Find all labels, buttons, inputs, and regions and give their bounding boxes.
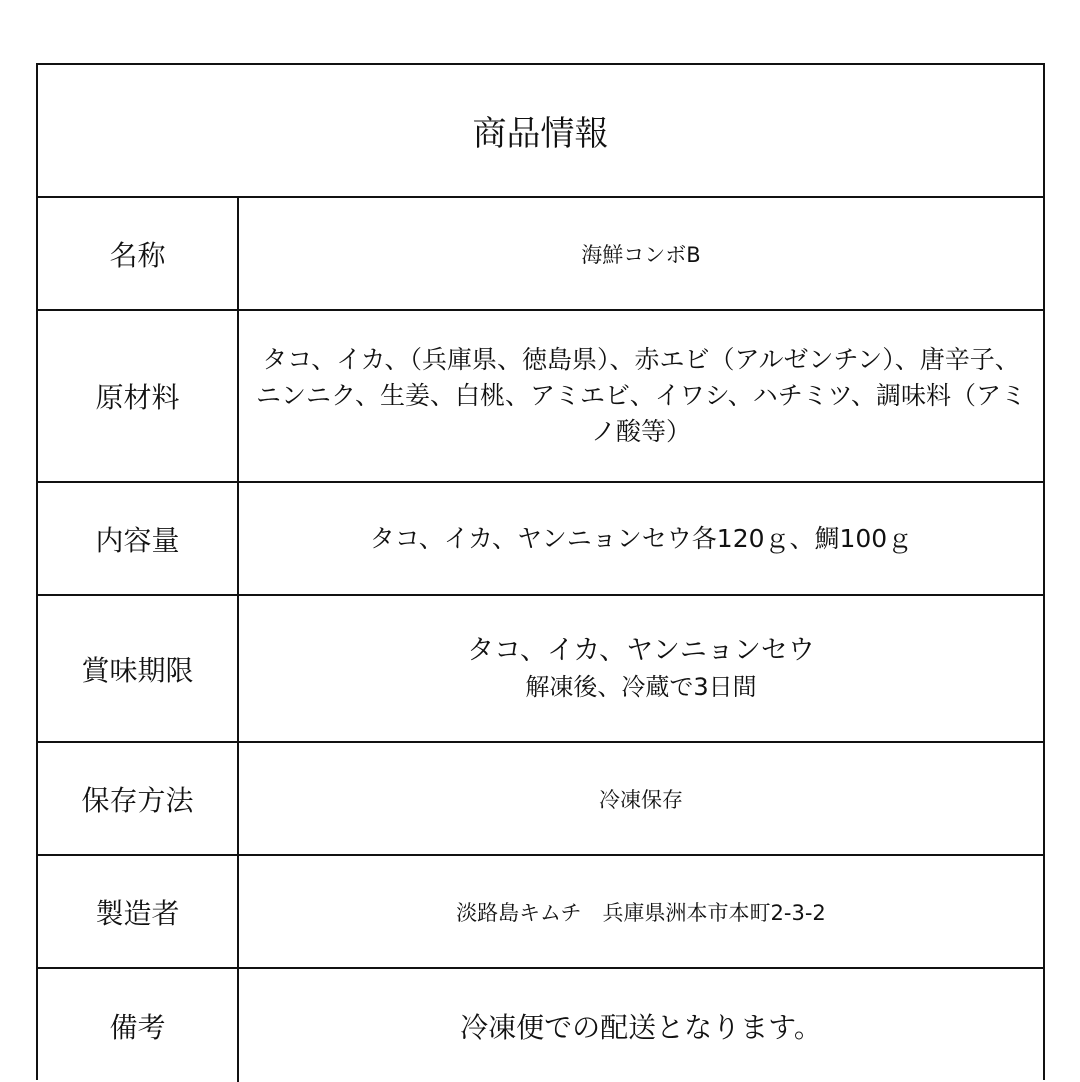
label-storage: 保存方法 (38, 743, 239, 854)
row-maker (38, 856, 1043, 969)
expiry-line-2: 解凍後、冷蔵で3日間 (525, 672, 757, 701)
value-name: 海鮮コンボB (581, 242, 701, 267)
value-notes: 冷凍便での配送となります。 (460, 1010, 822, 1044)
value-amount: タコ、イカ、ヤンニョンセウ各120ｇ、鯛100ｇ (369, 523, 913, 553)
row-ingredients (38, 311, 1043, 483)
row-amount (38, 483, 1043, 596)
label-maker: 製造者 (38, 856, 239, 967)
label-amount: 内容量 (38, 483, 239, 594)
value-ingredients: タコ、イカ、（兵庫県、徳島県）、赤エビ（アルゼンチン）、唐辛子、ニンニク、生姜、白桃、アミエビ、イワシ、ハチミツ、調味料（アミノ酸等） (255, 345, 1026, 446)
value-maker: 淡路島キムチ 兵庫県洲本市本町2-3-2 (456, 900, 826, 925)
row-name (38, 198, 1043, 311)
product-info-table (36, 63, 1045, 1080)
label-ingredients: 原材料 (38, 311, 239, 481)
expiry-line-1: タコ、イカ、ヤンニョンセウ (467, 634, 815, 666)
label-name: 名称 (38, 198, 239, 309)
table-title: 商品情報 (38, 65, 1043, 198)
row-storage (38, 743, 1043, 856)
row-expiry (38, 596, 1043, 743)
label-expiry: 賞味期限 (38, 596, 239, 741)
row-notes (38, 969, 1043, 1082)
value-storage: 冷凍保存 (599, 787, 683, 812)
label-notes: 備考 (38, 969, 239, 1082)
value-expiry (239, 596, 1043, 741)
